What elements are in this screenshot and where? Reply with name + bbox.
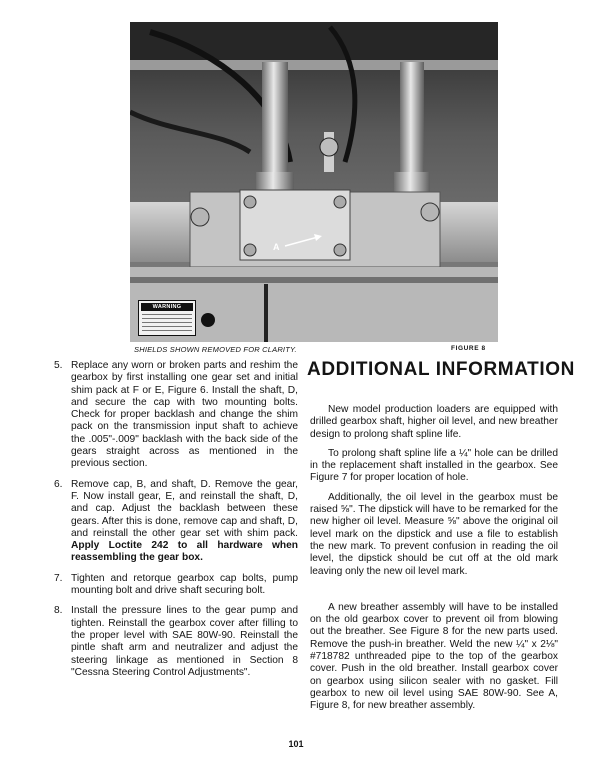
step-8 [54,605,298,679]
step-bold-note: Apply Loctite 242 to all hardware when reassembling the gear box. [71,540,298,564]
gearbox-photo-illustration [130,22,498,342]
paragraph: Additionally, the oil level in the gearbox must be raised ⅝". The dipstick will have to be remarked for the new higher oil level. Measure ⅝" above the original oil level mark on the dipstick and use a file to establish the new mark. To prevent confusion in reading the oil level, the dipstick should be cut off at the old mark leaving only the new oil level mark. [310,491,558,577]
paragraph: New model production loaders are equipped with drilled gearbox shaft, higher oil level, and new breather design to prolong shaft spline life. [310,404,558,440]
step-7 [54,573,298,598]
step-number: 7. [54,572,63,584]
additional-information-section [307,359,575,720]
step-text: Remove cap, B, and shaft, D. Remove the gear, F. Now install gear, E, and reinstall the shaft, D, and cap. Adjust the backlash between these gears. After this is done, remove cap and shaft, D, and reinstall the other gear set with shim pack. [71,478,298,539]
step-text: Tighten and retorque gearbox cap bolts, pump mounting bolt and drive shaft securing bolt. [71,572,298,597]
warning-sticker-text-lines [142,314,192,334]
warning-sticker [138,300,196,336]
paragraph: To prolong shaft spline life a ¼" hole can be drilled in the replacement shaft installed in the gearbox. See Figure 7 for proper location of hole. [310,447,558,484]
paragraph: A new breather assembly will have to be installed on the old gearbox cover to prevent oil from blowing out the breather. See Figure 8 for the new parts used. Remove the push-in breather. Weld the new ¼" x 2⅛" #718782 unthreaded pipe to the top of the gearbox cover. Push in the old breather. Install gearbox cover on gearbox using silicon sealer with no gasket. Fill gearbox to new oil level using SAE 80W-90. See A, Figure 8, for new breather assembly. [310,601,558,712]
warning-sticker-title: WARNING [141,303,193,311]
step-5 [54,360,298,471]
step-number: 6. [54,478,63,490]
step-text: Replace any worn or broken parts and reshim the gearbox by first installing one gear set and initial shim pack at F or E, Figure 6. Install the shaft, D, and secure the cap with two mounting bolts. Check for proper backlash and change the shim pack on the transmission input shaft to achieve the .005"-.009" backlash with the back side of the gears straight across as mentioned in the previous section. [71,360,298,470]
page-number: 101 [288,739,304,749]
callout-label-a: A [273,242,280,252]
step-number: 5. [54,360,63,371]
step-number: 8. [54,605,63,617]
figure-caption: SHIELDS SHOWN REMOVED FOR CLARITY. [134,345,297,354]
procedure-steps-list [54,360,298,679]
section-heading: ADDITIONAL INFORMATION [307,359,575,380]
figure-number: FIGURE 8 [451,345,486,352]
figure-8-photo [130,22,498,342]
procedure-steps-column [54,360,298,687]
step-6 [54,479,298,565]
step-text: Install the pressure lines to the gear pump and tighten. Reinstall the gearbox cover after filling to the proper level with SAE 80W-90. Reinstall the pintle shaft arm and neutralizer and adjust the steering linkage as mentioned in Section 8 "Cessna Steering Control Adjustments". [71,605,298,678]
